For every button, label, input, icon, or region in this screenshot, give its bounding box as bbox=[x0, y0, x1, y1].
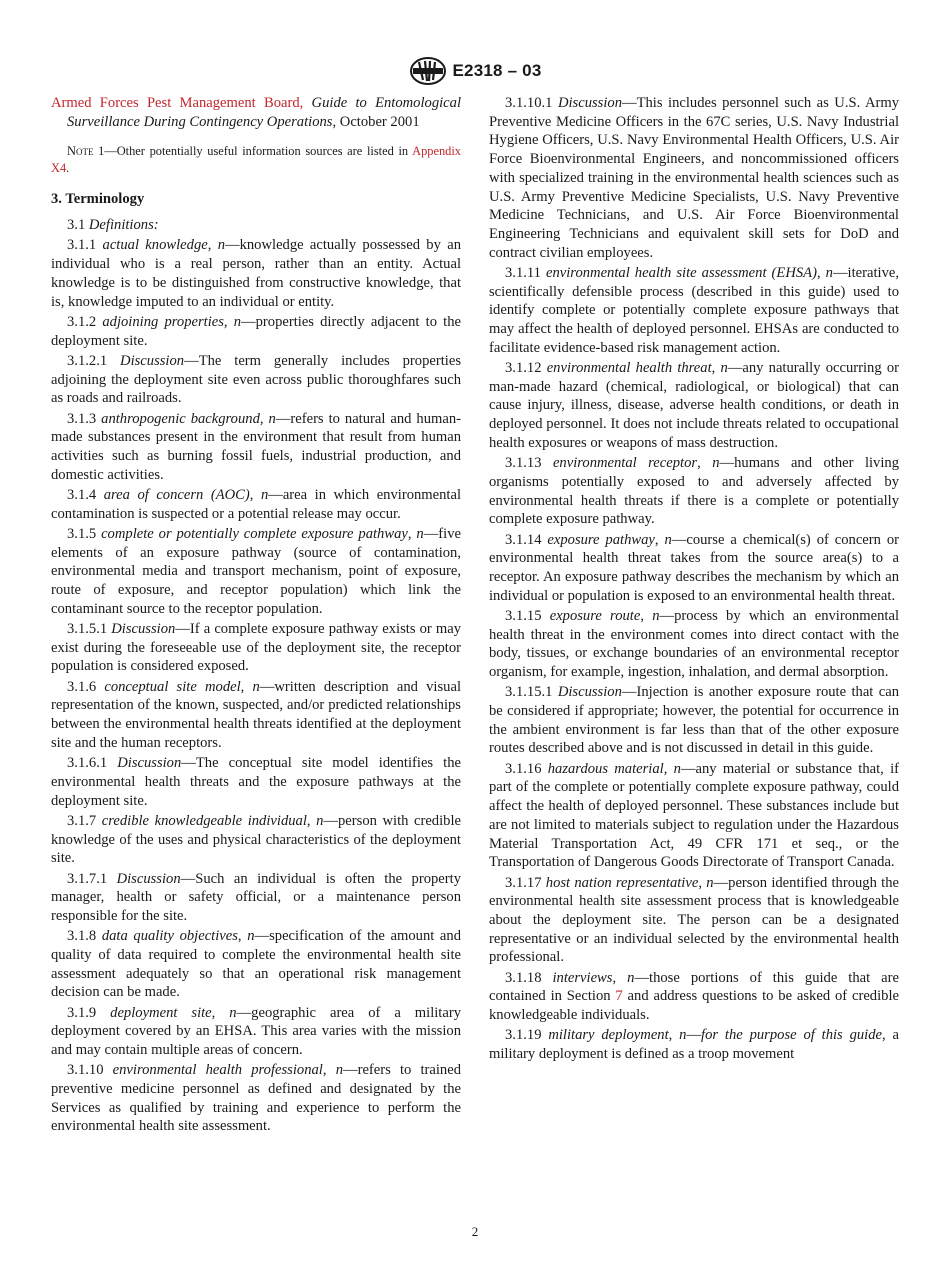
term-3-1-18: 3.1.18 interviews, n—those portions of this guide that are contained in Section 7 and address questions to be asked of credible knowledgeable individuals. bbox=[489, 969, 899, 1024]
term-3-1-3: 3.1.3 anthropogenic background, n—refers to natural and human-made substances present in the environment that result from human activities such as burning fossil fuels, industrial production, and domestic activities. bbox=[51, 410, 461, 483]
term-3-1-6-1: 3.1.6.1 Discussion—The conceptual site model identifies the environmental health threats and the exposure pathways at the deployment site. bbox=[51, 755, 462, 809]
note-label: Note bbox=[67, 144, 94, 159]
page-number: 2 bbox=[471, 1224, 479, 1239]
reference-entry bbox=[51, 94, 461, 131]
note-1: Note 1—Other potentially useful information sources are listed in Appendix X4. bbox=[51, 144, 461, 175]
term-3-1-6: 3.1.6 conceptual site model, n—written description and visual representation of the known, suspected, and/or predicted relationships between the environmental health threats identified at the deployment site and the human receptors. bbox=[51, 678, 461, 751]
note-text: 1—Other potentially useful information sources are listed in bbox=[93, 144, 413, 159]
term-3-1-5: 3.1.5 complete or potentially complete exposure pathway, n—five elements of an exposure pathway (source of contamination, environmental media and transport mechanism, point of exposure, route of exposure, and receptor population) which link the contaminant source to the receptor population. bbox=[51, 525, 461, 617]
page-header bbox=[0, 56, 950, 86]
term-3-1-5-1: 3.1.5.1 Discussion—If a complete exposure pathway exists or may exist during the foreseeable use of the deployment site, the receptor population is considered exposed. bbox=[51, 621, 462, 675]
term-3-1-19: 3.1.19 military deployment, n—for the purpose of this guide, a military deployment is defined as a troop movement bbox=[489, 1027, 899, 1063]
standard-designation: E2318 – 03 bbox=[452, 61, 542, 80]
appendix-x4-link[interactable]: Appendix X4 bbox=[51, 144, 461, 175]
term-3-1-7-1: 3.1.7.1 Discussion—Such an individual is often the property manager, health or safety official, or a maintenance person responsible for the site. bbox=[51, 870, 461, 924]
term-3-1-2-1: 3.1.2.1 Discussion—The term generally includes properties adjoining the deployment site even across public thoroughfares such as roads and railroads. bbox=[51, 352, 461, 407]
term-3-1-8: 3.1.8 data quality objectives, n—specification of the amount and quality of data required to complete the environmental health site assessment adequately so that an operational risk management decision can be made. bbox=[51, 928, 462, 1001]
term-3-1-14: 3.1.14 exposure pathway, n—course a chemical(s) of concern or environmental health threat takes from the source area(s) to a receptor. An exposure pathway describes the mechanism by which an individual or population is exposed to an environmental health threat. bbox=[489, 531, 899, 604]
left-column bbox=[51, 94, 461, 1138]
section-7-link[interactable]: 7 bbox=[615, 988, 623, 1005]
term-3-1-9: 3.1.9 deployment site, n—geographic area of a military deployment covered by an EHSA. This area varies with the mission and may contain multiple areas of concern. bbox=[51, 1004, 461, 1059]
term-3-1-10-1: 3.1.10.1 Discussion—This includes personnel such as U.S. Army Preventive Medicine Officers in the 67C series, U.S. Navy Industrial Hygiene Officers, U.S. Navy Environmental Health Officers, U.S. Air Force Bioenvironmental Engineers, and noncommissioned officers with specialized training in the environmental health sciences such as U.S. Army Preventive Medicine Specialists, U.S. Navy Preventive Medicine Technicians, and U.S. Air Force Bioenvironmental Engineering Technicians and equivalent skill sets for DoD and contract civilian employees. bbox=[489, 95, 900, 261]
term-3-1-7: 3.1.7 credible knowledgeable individual, n—person with credible knowledge of the uses and physical characteristics of the deployment site. bbox=[51, 812, 461, 867]
term-3-1-12: 3.1.12 environmental health threat, n—any naturally occurring or man-made hazard (chemical, radiological, or biological) that can cause injury, illness, disease, adverse health conditions, or death in deployed personnel. It does not include threats related to occupational health exposures or weapons of mass destruction. bbox=[489, 360, 899, 451]
right-column bbox=[489, 94, 899, 1065]
section-heading-terminology: 3. Terminology bbox=[51, 191, 145, 208]
term-3-1-17: 3.1.17 host nation representative, n—person identified through the environmental health site assessment process that is knowledgeable about the deployment site. The person can be a designated representative or an individual selected by the environmental health professional. bbox=[489, 874, 899, 966]
term-3-1-2: 3.1.2 adjoining properties, n—properties directly adjacent to the deployment site. bbox=[51, 313, 461, 349]
term-3-1-15-1: 3.1.15.1 Discussion—Injection is another exposure route that can be considered if appropriate; however, the potential for occurrence in the ambient environment is far less than that of the other exposure routes described above and is not discussed in detail in this guide. bbox=[489, 684, 899, 757]
term-3-1-11: 3.1.11 environmental health site assessment (EHSA), n—iterative, scientifically defensible process (described in this guide) used to identify complete or potentially complete exposure pathways that may affect the health of deployed personnel. EHSAs are conducted to facilitate evidence-based risk management action. bbox=[489, 264, 900, 356]
definitions-subheading: 3.1 Definitions: bbox=[67, 217, 159, 234]
reference-title: Guide to Entomological Surveillance During Contingency Operations bbox=[67, 95, 462, 130]
term-3-1-15: 3.1.15 exposure route, n—process by which an environmental health threat in the environment comes into direct contact with the body, tissues, or exchange boundaries of an environmental receptor organism, for example, ingestion, inhalation, and dermal absorption. bbox=[489, 607, 900, 681]
reference-date: , October 2001 bbox=[332, 113, 420, 130]
term-3-1-1: 3.1.1 actual knowledge, n—knowledge actually possessed by an individual who is a real person, rather than an entity. Actual knowledge is to be distinguished from constructive knowledge, that is, knowledge imputed to an individual or entity. bbox=[51, 237, 461, 310]
term-3-1-4: 3.1.4 area of concern (AOC), n—area in which environmental contamination is suspected or a potential release may occur. bbox=[51, 486, 461, 522]
reference-org-link[interactable]: Armed Forces Pest Management Board, bbox=[51, 95, 304, 111]
term-3-1-13: 3.1.13 environmental receptor, n—humans and other living organisms potentially exposed to and adversely affected by environmental health threats if there is a complete or potentially complete exposure pathway. bbox=[489, 455, 899, 528]
term-3-1-16: 3.1.16 hazardous material, n—any material or substance that, if part of the complete or potentially complete exposure pathway, could affect the health of deployed personnel. These substances include but are not limited to materials subject to regulation under the Hazardous Material Transportation Act, 49 CFR 171 et seq., or the Transportation of Dangerous Goods Directorate of Transport Canada. bbox=[489, 760, 899, 871]
term-3-1-10: 3.1.10 environmental health professional, n—refers to trained preventive medicine personnel as defined and designated by the Services as qualified by training and experience to perform the environmental health site assessment. bbox=[51, 1062, 461, 1135]
astm-logo-icon bbox=[409, 56, 447, 86]
